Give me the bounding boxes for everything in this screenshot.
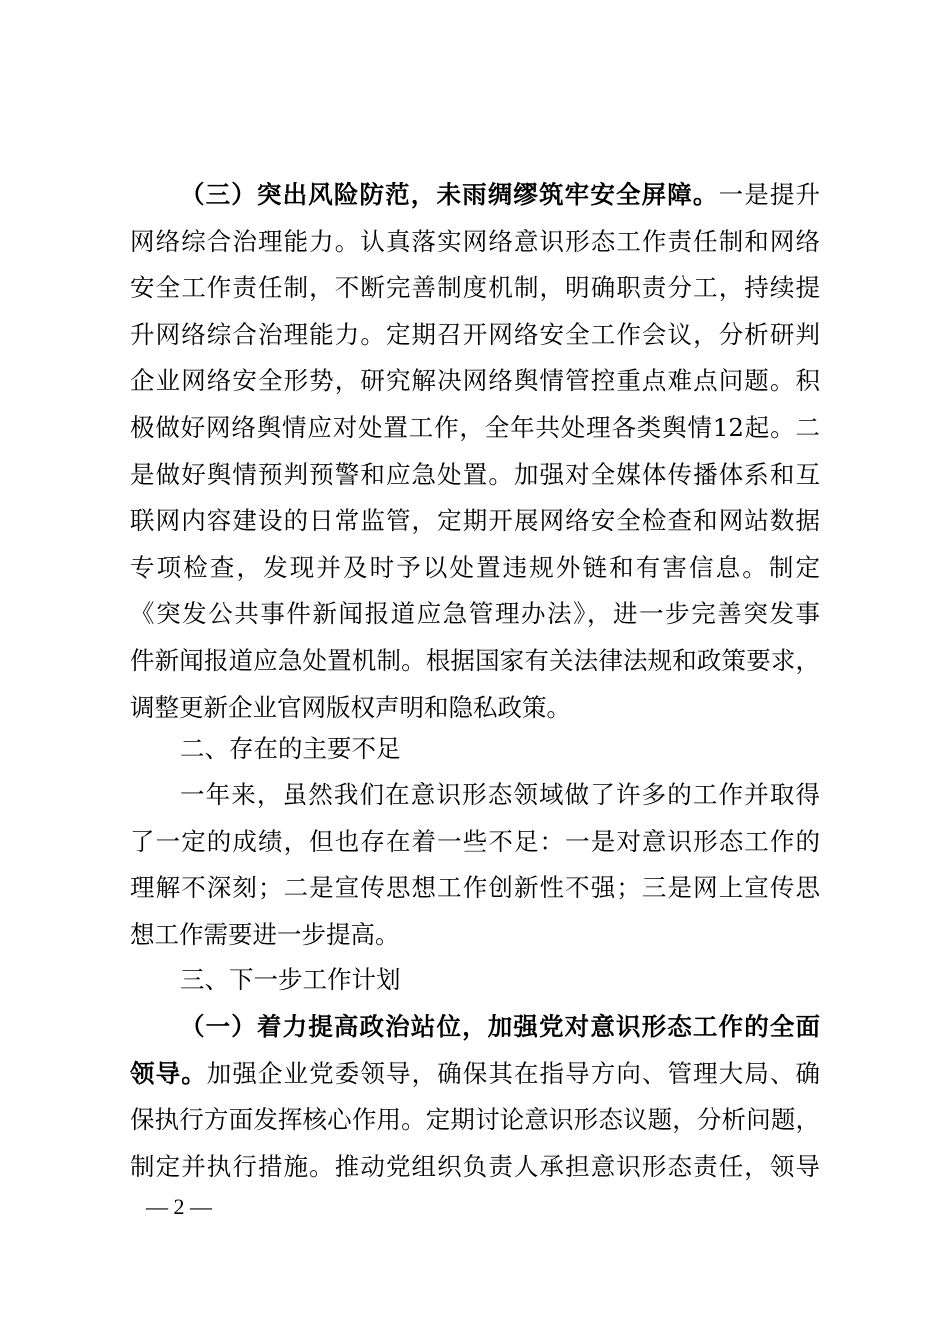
shortcomings-paragraph [130,772,820,958]
paragraph-line: 专项检查，发现并及时予以处置违规外链和有害信息。制定 [130,552,820,582]
section-heading-three [130,957,820,1004]
section-heading: 二、存在的主要不足 [180,734,401,763]
paragraph-line: 保执行方面发挥核心作用。定期讨论意识形态议题，分析问题， [130,1105,820,1135]
paragraph-lead-heading: （三）突出风险防范，未雨绸缪筑牢安全屏障。 [180,180,719,209]
section-three-paragraph [130,172,820,731]
paragraph-line: （三）突出风险防范，未雨绸缪筑牢安全屏障。一是提升 [180,180,820,209]
paragraph-line: 了一定的成绩，但也存在着一些不足：一是对意识形态工作的 [130,826,820,856]
paragraph-line: 安全工作责任制，不断完善制度机制，明确职责分工，持续提 [130,273,820,303]
section-heading-two [130,726,820,773]
section-heading: 三、下一步工作计划 [180,965,401,994]
paragraph-line: 联网内容建设的日常监管，定期开展网络安全检查和网站数据 [130,506,820,536]
paragraph-line: 领导。加强企业党委领导，确保其在指导方向、管理大局、确 [130,1058,821,1088]
paragraph-line: 升网络综合治理能力。定期召开网络安全工作会议，分析研判 [130,319,820,349]
paragraph-line: 是做好舆情预判预警和应急处置。加强对全媒体传播体系和互 [130,459,820,489]
paragraph-line: 调整更新企业官网版权声明和隐私政策。 [130,692,571,722]
plan-paragraph [130,1004,820,1190]
paragraph-line: 想工作需要进一步提高。 [130,919,400,949]
paragraph-line: 制定并执行措施。推动党组织负责人承担意识形态责任，领导 [130,1151,820,1181]
paragraph-line: 极做好网络舆情应对处置工作，全年共处理各类舆情12起。二 [130,412,820,442]
paragraph-line: 一年来，虽然我们在意识形态领域做了许多的工作并取得 [180,780,820,809]
paragraph-line: 《突发公共事件新闻报道应急管理办法》，进一步完善突发事 [130,599,820,629]
paragraph-lead-heading: （一）着力提高政治站位，加强党对意识形态工作的全面 [180,1012,820,1041]
paragraph-line: 件新闻报道应急处置机制。根据国家有关法律法规和政策要求， [130,645,820,675]
paragraph-line: 企业网络安全形势，研究解决网络舆情管控重点难点问题。积 [130,366,820,396]
paragraph-line: 网络综合治理能力。认真落实网络意识形态工作责任制和网络 [130,226,820,256]
page-number: — 2 — [146,1194,212,1219]
paragraph-line: 理解不深刻；二是宣传思想工作创新性不强；三是网上宣传思 [130,873,820,903]
